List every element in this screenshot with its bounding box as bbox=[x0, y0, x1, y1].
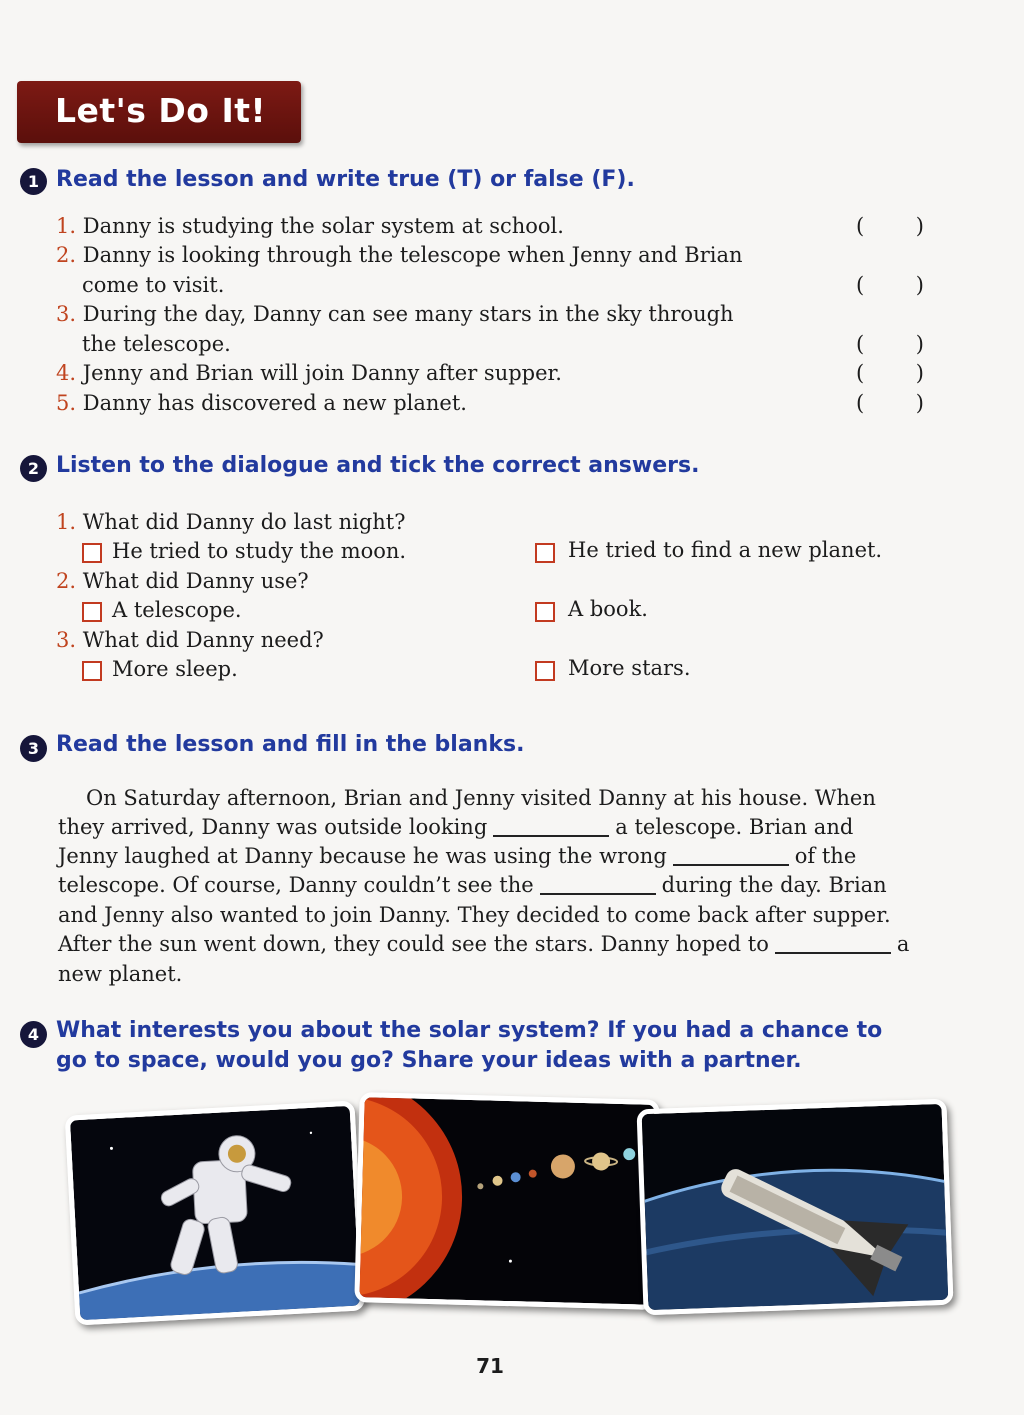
section-1-title: Read the lesson and write true (T) or false (F). bbox=[56, 167, 635, 192]
q3-option-b-label: More stars. bbox=[568, 656, 691, 680]
checkbox-q3-option-a[interactable] bbox=[82, 661, 102, 681]
passage-line-2 bbox=[58, 813, 853, 842]
checkbox-q1-option-b[interactable] bbox=[535, 543, 555, 563]
section-3-number: 3 bbox=[20, 735, 47, 762]
passage-line-2-text-a: they arrived, Danny was outside looking bbox=[58, 815, 488, 839]
tf-item-4 bbox=[56, 359, 562, 388]
q1-option-b-label: He tried to find a new planet. bbox=[568, 538, 883, 562]
blank-1[interactable] bbox=[493, 835, 609, 837]
astronaut-illustration bbox=[70, 1106, 360, 1320]
passage-line-1: On Saturday afternoon, Brian and Jenny visited Danny at his house. When bbox=[86, 786, 876, 810]
passage-line-3-text-a: Jenny laughed at Danny because he was using the wrong bbox=[58, 844, 667, 868]
passage-line-6 bbox=[58, 930, 909, 959]
section-2-title: Listen to the dialogue and tick the correct answers. bbox=[56, 453, 700, 478]
tf-item-1-text: Danny is studying the solar system at school. bbox=[82, 214, 564, 238]
tf-item-3 bbox=[56, 300, 734, 329]
tf-item-4-number: 4. bbox=[56, 361, 77, 385]
tf-item-4-text: Jenny and Brian will join Danny after supper. bbox=[82, 361, 562, 385]
listen-question-2-number: 2. bbox=[56, 569, 77, 593]
answer-slot-3[interactable] bbox=[856, 330, 924, 359]
answer-slot-4[interactable] bbox=[856, 359, 924, 388]
section-4-number: 4 bbox=[20, 1021, 47, 1048]
answer-slot-4-close: ) bbox=[915, 361, 924, 385]
listen-question-1-number: 1. bbox=[56, 510, 77, 534]
passage-line-5: and Jenny also wanted to join Danny. They decided to come back after supper. bbox=[58, 903, 891, 927]
answer-slot-4-open: ( bbox=[856, 361, 865, 385]
answer-slot-5[interactable] bbox=[856, 389, 924, 418]
listen-question-1-text: What did Danny do last night? bbox=[82, 510, 406, 534]
blank-3[interactable] bbox=[540, 893, 656, 895]
section-2-number: 2 bbox=[20, 455, 47, 482]
blank-4[interactable] bbox=[775, 952, 891, 954]
lets-do-it-banner bbox=[17, 81, 301, 143]
passage-line-6-text-a: After the sun went down, they could see the stars. Danny hoped to bbox=[58, 932, 769, 956]
answer-slot-2-close: ) bbox=[915, 273, 924, 297]
solar-system-illustration bbox=[359, 1097, 654, 1305]
tf-item-5-text: Danny has discovered a new planet. bbox=[82, 391, 467, 415]
answer-slot-3-open: ( bbox=[856, 332, 865, 356]
listen-question-2 bbox=[56, 567, 309, 596]
q2-option-b-label: A book. bbox=[568, 597, 648, 621]
blank-2[interactable] bbox=[673, 864, 789, 866]
page-number: 71 bbox=[476, 1354, 504, 1378]
space-shuttle-photo bbox=[636, 1099, 953, 1316]
checkbox-q3-option-b[interactable] bbox=[535, 661, 555, 681]
tf-item-2-cont: come to visit. bbox=[82, 273, 225, 297]
q2-option-a-label: A telescope. bbox=[112, 598, 242, 622]
astronaut-photo bbox=[65, 1101, 366, 1326]
tf-item-3-cont: the telescope. bbox=[82, 332, 231, 356]
passage-line-4-text-a: telescope. Of course, Danny couldn’t see the bbox=[58, 873, 534, 897]
listen-question-2-text: What did Danny use? bbox=[82, 569, 309, 593]
q3-option-a-label: More sleep. bbox=[112, 657, 238, 681]
passage-line-4-text-b: during the day. Brian bbox=[661, 873, 887, 897]
q1-option-a-label: He tried to study the moon. bbox=[112, 539, 407, 563]
answer-slot-2-open: ( bbox=[856, 273, 865, 297]
listen-question-3 bbox=[56, 626, 324, 655]
checkbox-q1-option-a[interactable] bbox=[82, 543, 102, 563]
answer-slot-5-open: ( bbox=[856, 391, 865, 415]
checkbox-q2-option-b[interactable] bbox=[535, 602, 555, 622]
passage-line-3 bbox=[58, 842, 856, 871]
tf-item-2-number: 2. bbox=[56, 243, 77, 267]
section-4-title-line-1: What interests you about the solar system? If you had a chance to bbox=[56, 1018, 883, 1043]
space-shuttle-illustration bbox=[642, 1104, 949, 1310]
tf-item-5 bbox=[56, 389, 467, 418]
tf-item-3-number: 3. bbox=[56, 302, 77, 326]
tf-item-1-number: 1. bbox=[56, 214, 77, 238]
solar-system-photo bbox=[354, 1092, 659, 1310]
section-3-title: Read the lesson and fill in the blanks. bbox=[56, 732, 525, 757]
listen-question-1 bbox=[56, 508, 406, 537]
tf-item-2 bbox=[56, 241, 743, 270]
answer-slot-1-open: ( bbox=[856, 214, 865, 238]
checkbox-q2-option-a[interactable] bbox=[82, 602, 102, 622]
section-4-title-line-2: go to space, would you go? Share your ideas with a partner. bbox=[56, 1048, 802, 1073]
passage-line-6-text-b: a bbox=[896, 932, 910, 956]
answer-slot-3-close: ) bbox=[915, 332, 924, 356]
tf-item-2-text: Danny is looking through the telescope when Jenny and Brian bbox=[82, 243, 743, 267]
passage-line-4 bbox=[58, 871, 887, 900]
tf-item-1 bbox=[56, 212, 564, 241]
tf-item-5-number: 5. bbox=[56, 391, 77, 415]
section-1-number: 1 bbox=[20, 168, 47, 195]
passage-line-7: new planet. bbox=[58, 962, 183, 986]
banner-title: Let's Do It! bbox=[55, 91, 267, 130]
answer-slot-5-close: ) bbox=[915, 391, 924, 415]
listen-question-3-text: What did Danny need? bbox=[82, 628, 324, 652]
answer-slot-2[interactable] bbox=[856, 271, 924, 300]
passage-line-2-text-b: a telescope. Brian and bbox=[615, 815, 854, 839]
answer-slot-1-close: ) bbox=[915, 214, 924, 238]
passage-line-3-text-b: of the bbox=[794, 844, 857, 868]
answer-slot-1[interactable] bbox=[856, 212, 924, 241]
listen-question-3-number: 3. bbox=[56, 628, 77, 652]
tf-item-3-text: During the day, Danny can see many stars in the sky through bbox=[82, 302, 734, 326]
